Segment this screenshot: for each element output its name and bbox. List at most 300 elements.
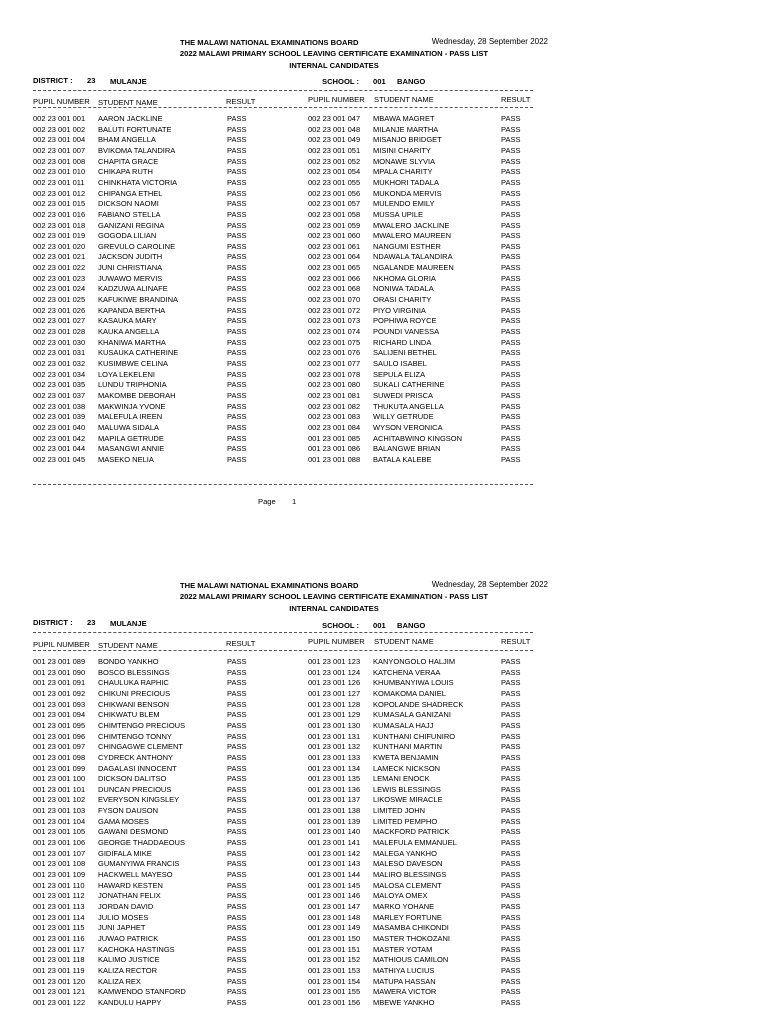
pupil-number: 001 23 001 128 (308, 699, 361, 709)
result: PASS (227, 231, 247, 241)
result: PASS (501, 848, 521, 858)
result: PASS (501, 997, 521, 1007)
student-name: KOMAKOMA DANIEL (373, 688, 446, 698)
header-rule (33, 632, 533, 633)
table-row (0, 157, 768, 168)
student-name: KUNTHANI CHIFUNIRO (373, 731, 456, 741)
pupil-number: 002 23 001 019 (33, 231, 86, 241)
pupil-number: 001 23 001 140 (308, 827, 361, 837)
pupil-number: 001 23 001 100 (33, 774, 86, 784)
student-name: MACKFORD PATRICK (373, 827, 450, 837)
pupil-number: 002 23 001 037 (33, 390, 86, 400)
result: PASS (501, 827, 521, 837)
student-name: LIMITED JOHN (373, 806, 426, 816)
result: PASS (227, 390, 247, 400)
student-name: GREVULO CAROLINE (98, 241, 176, 251)
table-row (0, 434, 768, 445)
school-label: SCHOOL : (322, 77, 359, 86)
col-pupil-number: PUPIL NUMBER (308, 95, 365, 104)
pupil-number: 001 23 001 106 (33, 838, 86, 848)
student-name: NGALANDE MAUREEN (373, 263, 454, 273)
student-name: MALEFULA EMMANUEL (373, 838, 457, 848)
result: PASS (501, 135, 521, 145)
student-name: LIKOSWE MIRACLE (373, 795, 443, 805)
result: PASS (227, 848, 247, 858)
pupil-number: 001 23 001 123 (308, 657, 361, 666)
student-name: HAWARD KESTEN (98, 880, 163, 890)
student-name: CHAPITA GRACE (98, 156, 159, 166)
student-name: MPALA CHARITY (373, 167, 433, 177)
student-name: KHUMBANYIWA LOUIS (373, 678, 454, 688)
student-name: BOSCO BLESSINGS (98, 667, 170, 677)
student-name: ORASI CHARITY (373, 295, 432, 305)
pupil-number: 001 23 001 088 (308, 454, 361, 464)
pupil-number: 002 23 001 007 (33, 145, 86, 155)
pupil-number: 001 23 001 132 (308, 742, 361, 752)
result: PASS (227, 699, 247, 709)
result: PASS (227, 720, 247, 730)
student-name: MATUPA HASSAN (373, 976, 436, 986)
student-name: KAFUKIWE BRANDINA (98, 295, 179, 305)
pupil-number: 001 23 001 122 (33, 997, 86, 1007)
result: PASS (227, 358, 247, 368)
pupil-number: 001 23 001 090 (33, 667, 86, 677)
student-name: CHIMTENGO PRECIOUS (98, 720, 186, 730)
table-row (0, 242, 768, 253)
result: PASS (501, 774, 521, 784)
pupil-number: 002 23 001 066 (308, 273, 361, 283)
pupil-number: 001 23 001 094 (33, 710, 86, 720)
result: PASS (227, 965, 247, 975)
pupil-number: 002 23 001 028 (33, 327, 86, 336)
student-name: KAMWENDO STANFORD (98, 987, 186, 997)
student-name: MWALERO MAUREEN (373, 231, 452, 241)
exam-title: 2022 MALAWI PRIMARY SCHOOL LEAVING CERTIFICATE EXAMINATION - PASS LIST (179, 49, 489, 58)
pupil-number: 001 23 001 135 (308, 774, 361, 784)
pupil-number: 001 23 001 105 (33, 827, 86, 837)
student-name: MARLEY FORTUNE (373, 912, 442, 922)
table-row (0, 998, 768, 1009)
student-name: EVERYSON KINGSLEY (98, 795, 180, 805)
student-name: PIYO VIRGINIA (373, 305, 426, 315)
table-row (0, 977, 768, 988)
pupil-number: 001 23 001 085 (308, 433, 361, 443)
student-name: SEPULA ELIZA (373, 369, 426, 379)
pupil-number: 002 23 001 080 (308, 380, 361, 390)
student-name: GUMANYIWA FRANCIS (98, 859, 180, 869)
table-row (0, 838, 768, 849)
table-row (0, 902, 768, 913)
pupil-number: 002 23 001 061 (308, 241, 361, 251)
col-result: RESULT (501, 95, 531, 104)
result: PASS (227, 806, 247, 816)
student-name: KADZUWA ALINAFE (98, 284, 168, 294)
pupil-number: 001 23 001 150 (308, 933, 361, 943)
result: PASS (227, 923, 247, 933)
pupil-number: 001 23 001 152 (308, 955, 361, 965)
student-name: MASTER YOTAM (373, 944, 433, 954)
result: PASS (501, 273, 521, 283)
pupil-number: 002 23 001 055 (308, 177, 361, 187)
student-name: KUMASALA GANIZANI (373, 710, 451, 720)
pupil-number: 002 23 001 040 (33, 422, 86, 432)
table-row (0, 913, 768, 924)
pupil-number: 001 23 001 099 (33, 763, 86, 773)
student-name: BATALA KALEBE (373, 454, 432, 464)
student-name: DUNCAN PRECIOUS (98, 784, 172, 794)
student-name: KAPANDA BERTHA (98, 305, 166, 315)
table-row (0, 316, 768, 327)
student-name: MASTER THOKOZANI (373, 933, 450, 943)
student-name: GIDIFALA MIKE (98, 848, 152, 858)
pupil-number: 001 23 001 103 (33, 806, 86, 816)
pupil-number: 002 23 001 030 (33, 337, 86, 347)
pupil-number: 001 23 001 119 (33, 965, 85, 975)
pupil-number: 002 23 001 074 (308, 327, 361, 336)
student-name: SAULO ISABEL (373, 358, 427, 368)
result: PASS (501, 816, 521, 826)
student-name: CHAULUKA RAPHIC (98, 678, 169, 688)
result: PASS (501, 380, 521, 390)
student-name: NONIWA TADALA (373, 284, 434, 294)
board-title: THE MALAWI NATIONAL EXAMINATIONS BOARD (180, 38, 359, 47)
column-rule (33, 650, 533, 651)
result: PASS (227, 369, 247, 379)
result: PASS (501, 901, 521, 911)
table-row (0, 125, 768, 136)
table-row (0, 348, 768, 359)
student-name: MBAWA MAGRET (373, 114, 435, 123)
table-row (0, 732, 768, 743)
student-name: BVIKOMA TALANDIRA (98, 145, 176, 155)
pupil-number: 002 23 001 015 (33, 199, 86, 209)
result: PASS (227, 901, 247, 911)
result: PASS (227, 135, 247, 145)
pupil-number: 001 23 001 155 (308, 987, 361, 997)
student-name: MATHIOUS CAMILON (373, 955, 449, 965)
pupil-number: 001 23 001 116 (33, 933, 85, 943)
result: PASS (501, 316, 521, 326)
table-row (0, 987, 768, 998)
pupil-number: 001 23 001 120 (33, 976, 86, 986)
table-row (0, 721, 768, 732)
table-row (0, 923, 768, 934)
result: PASS (227, 944, 247, 954)
student-name: FABIANO STELLA (98, 209, 161, 219)
student-name: SALIJENI BETHEL (373, 348, 437, 358)
col-student-name: STUDENT NAME (374, 637, 434, 646)
result: PASS (501, 252, 521, 262)
result: PASS (227, 859, 247, 869)
pupil-number: 002 23 001 044 (33, 444, 86, 454)
pupil-number: 001 23 001 134 (308, 763, 361, 773)
student-name: THUKUTA ANGELLA (373, 401, 444, 411)
result: PASS (501, 422, 521, 432)
student-name: NANGUMI ESTHER (373, 241, 441, 251)
table-row (0, 252, 768, 263)
report-date: Wednesday, 28 September 2022 (431, 580, 548, 589)
table-row (0, 338, 768, 349)
student-name: MALEFULA IREEN (98, 412, 163, 422)
student-name: KANDULU HAPPY (98, 997, 162, 1007)
pupil-number: 002 23 001 027 (33, 316, 86, 326)
table-row (0, 657, 768, 668)
pupil-number: 001 23 001 097 (33, 742, 86, 752)
pupil-number: 001 23 001 151 (308, 944, 361, 954)
result: PASS (501, 667, 521, 677)
pupil-number: 002 23 001 010 (33, 167, 86, 177)
student-name: NKHOMA GLORIA (373, 273, 436, 283)
table-row (0, 295, 768, 306)
table-row (0, 849, 768, 860)
table-row (0, 306, 768, 317)
student-name: KUSIMBWE CELINA (98, 358, 169, 368)
pupil-number: 001 23 001 092 (33, 688, 86, 698)
result: PASS (227, 838, 247, 848)
result: PASS (501, 145, 521, 155)
district-code: 23 (87, 76, 96, 85)
table-row (0, 189, 768, 200)
result: PASS (227, 263, 247, 273)
student-name: MONAWE SLYVIA (373, 156, 436, 166)
result: PASS (501, 401, 521, 411)
pupil-number: 001 23 001 089 (33, 657, 86, 666)
result: PASS (227, 295, 247, 305)
pupil-number: 002 23 001 018 (33, 220, 86, 230)
result: PASS (227, 380, 247, 390)
result: PASS (501, 220, 521, 230)
table-row (0, 412, 768, 423)
pupil-number: 001 23 001 117 (33, 944, 85, 954)
pupil-number: 002 23 001 026 (33, 305, 86, 315)
result: PASS (227, 444, 247, 454)
pupil-number: 002 23 001 022 (33, 263, 86, 273)
student-name: LEWIS BLESSINGS (373, 784, 441, 794)
student-name: MBEWE YANKHO (373, 997, 435, 1007)
result: PASS (501, 231, 521, 241)
student-name: CHIKWANI BENSON (98, 699, 169, 709)
result: PASS (501, 976, 521, 986)
result: PASS (501, 806, 521, 816)
student-name: JUNI JAPHET (98, 923, 146, 933)
student-name: DICKSON NAOMI (98, 199, 159, 209)
pupil-number: 001 23 001 093 (33, 699, 86, 709)
result: PASS (501, 241, 521, 251)
pupil-number: 002 23 001 049 (308, 135, 361, 145)
table-row (0, 827, 768, 838)
student-name: MARKO YOHANE (373, 901, 435, 911)
result: PASS (227, 273, 247, 283)
table-row (0, 423, 768, 434)
result: PASS (227, 454, 247, 464)
pupil-number: 002 23 001 077 (308, 358, 361, 368)
result: PASS (227, 124, 247, 134)
table-row (0, 774, 768, 785)
result: PASS (501, 944, 521, 954)
result: PASS (501, 688, 521, 698)
table-row (0, 806, 768, 817)
board-title: THE MALAWI NATIONAL EXAMINATIONS BOARD (180, 581, 359, 590)
student-name: KASAUKA MARY (98, 316, 157, 326)
student-name: JUWAWO MERVIS (98, 273, 163, 283)
student-name: LAMECK NICKSON (373, 763, 441, 773)
result: PASS (227, 657, 247, 666)
table-row (0, 380, 768, 391)
student-name: MISANJO BRIDGET (373, 135, 442, 145)
pupil-number: 002 23 001 045 (33, 454, 86, 464)
col-student-name: STUDENT NAME (98, 98, 158, 107)
student-name: HACKWELL MAYESO (98, 870, 173, 879)
result: PASS (501, 763, 521, 773)
pupil-number: 001 23 001 131 (308, 731, 361, 741)
table-row (0, 327, 768, 338)
result: PASS (501, 348, 521, 358)
exam-title: 2022 MALAWI PRIMARY SCHOOL LEAVING CERTIFICATE EXAMINATION - PASS LIST (179, 592, 489, 601)
result: PASS (227, 933, 247, 943)
col-pupil-number: PUPIL NUMBER (33, 640, 90, 649)
result: PASS (501, 114, 521, 123)
column-rule (33, 107, 533, 108)
student-name: JACKSON JUDITH (98, 252, 163, 262)
pupil-number: 001 23 001 113 (33, 901, 85, 911)
result: PASS (501, 263, 521, 273)
result: PASS (501, 784, 521, 794)
pupil-number: 002 23 001 056 (308, 188, 361, 198)
result: PASS (501, 369, 521, 379)
table-row (0, 966, 768, 977)
pupil-number: 002 23 001 035 (33, 380, 86, 390)
student-name: CYDRECK ANTHONY (98, 752, 174, 762)
table-row (0, 231, 768, 242)
pupil-number: 001 23 001 101 (33, 784, 86, 794)
result: PASS (501, 390, 521, 400)
result: PASS (227, 305, 247, 315)
pupil-number: 001 23 001 154 (308, 976, 361, 986)
page-label: Page (258, 497, 276, 506)
result: PASS (227, 433, 247, 443)
result: PASS (227, 955, 247, 965)
student-name: KALIMO JUSTICE (98, 955, 160, 965)
student-name: KATCHENA VERAA (373, 667, 441, 677)
pupil-number: 002 23 001 072 (308, 305, 361, 315)
col-pupil-number: PUPIL NUMBER (33, 97, 90, 106)
pupil-number: 002 23 001 082 (308, 401, 361, 411)
student-name: MASAMBA CHIKONDI (373, 923, 449, 933)
pupil-number: 001 23 001 147 (308, 901, 361, 911)
pupil-number: 001 23 001 102 (33, 795, 86, 805)
pupil-number: 001 23 001 139 (308, 816, 361, 826)
pupil-number: 001 23 001 118 (33, 955, 85, 965)
col-pupil-number: PUPIL NUMBER (308, 637, 365, 646)
pupil-number: 002 23 001 047 (308, 114, 361, 123)
table-row (0, 167, 768, 178)
table-row (0, 700, 768, 711)
result: PASS (227, 284, 247, 294)
table-row (0, 881, 768, 892)
result: PASS (501, 699, 521, 709)
candidates-title: INTERNAL CANDIDATES (289, 604, 379, 613)
result: PASS (501, 710, 521, 720)
result: PASS (227, 199, 247, 209)
student-name: LIMITED PEMPHO (373, 816, 438, 826)
table-row (0, 678, 768, 689)
student-name: KALIZA RECTOR (98, 965, 158, 975)
pupil-number: 001 23 001 110 (33, 880, 85, 890)
student-name: MISINI CHARITY (373, 145, 431, 155)
district-name: MULANJE (110, 77, 147, 86)
page-number: 1 (292, 497, 297, 506)
result: PASS (227, 316, 247, 326)
pupil-number: 001 23 001 121 (33, 987, 86, 997)
student-name: SUKALI CATHERINE (373, 380, 445, 390)
pupil-number: 002 23 001 057 (308, 199, 361, 209)
candidates-title: INTERNAL CANDIDATES (289, 61, 379, 70)
result: PASS (227, 145, 247, 155)
result: PASS (501, 891, 521, 901)
result: PASS (501, 859, 521, 869)
pupil-number: 002 23 001 060 (308, 231, 361, 241)
student-name: MASEKO NELIA (98, 454, 154, 464)
table-row (0, 455, 768, 466)
result: PASS (501, 678, 521, 688)
table-row (0, 934, 768, 945)
pupil-number: 001 23 001 127 (308, 688, 361, 698)
table-row (0, 210, 768, 221)
pupil-number: 002 23 001 039 (33, 412, 86, 422)
school-label: SCHOOL : (322, 621, 359, 630)
result: PASS (501, 752, 521, 762)
result: PASS (501, 337, 521, 347)
result: PASS (501, 838, 521, 848)
student-name: LUNDU TRIPHONIA (98, 380, 167, 390)
pupil-number: 001 23 001 095 (33, 720, 86, 730)
pupil-number: 002 23 001 012 (33, 188, 86, 198)
pupil-number: 001 23 001 126 (308, 678, 361, 688)
student-name: RICHARD LINDA (373, 337, 432, 347)
student-name: MASANGWI ANNIE (98, 444, 165, 454)
student-name: SUWEDI PRISCA (373, 390, 434, 400)
student-name: CHINGAGWE CLEMENT (98, 742, 184, 752)
student-name: GANIZANI REGINA (98, 220, 165, 230)
table-row (0, 359, 768, 370)
result: PASS (227, 678, 247, 688)
pupil-number: 002 23 001 034 (33, 369, 86, 379)
table-row (0, 263, 768, 274)
table-row (0, 402, 768, 413)
result: PASS (227, 774, 247, 784)
result: PASS (501, 412, 521, 422)
result: PASS (227, 327, 247, 336)
result: PASS (227, 987, 247, 997)
student-name: KANYONGOLO HALJIM (373, 657, 456, 666)
table-row (0, 859, 768, 870)
table-row (0, 817, 768, 828)
pupil-number: 002 23 001 032 (33, 358, 86, 368)
student-name: JUNI CHRISTIANA (98, 263, 163, 273)
pupil-number: 001 23 001 148 (308, 912, 361, 922)
student-name: CHIKWATU BLEM (98, 710, 160, 720)
pupil-number: 001 23 001 104 (33, 816, 86, 826)
student-name: CHIKUNI PRECIOUS (98, 688, 171, 698)
result: PASS (227, 997, 247, 1007)
result: PASS (227, 870, 247, 879)
table-row (0, 284, 768, 295)
pupil-number: 002 23 001 083 (308, 412, 361, 422)
result: PASS (227, 976, 247, 986)
col-result: RESULT (226, 639, 256, 648)
student-name: MAKOMBE DEBORAH (98, 390, 176, 400)
result: PASS (501, 167, 521, 177)
